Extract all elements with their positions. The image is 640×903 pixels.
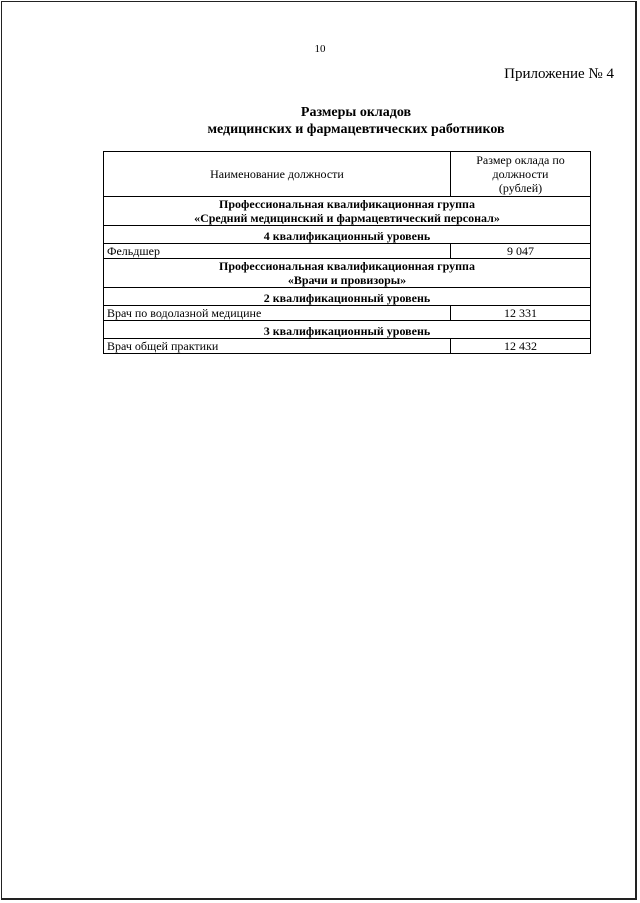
salary-cell: 12 432 [451,339,591,354]
group-heading-line-2: «Средний медицинский и фармацевтический персонал» [194,211,500,225]
group-heading-row [104,197,591,226]
header-salary-line-2: должности [492,167,549,181]
table-row [104,244,591,259]
salary-cell: 12 331 [451,306,591,321]
group-heading [104,197,591,226]
table-header-row [104,152,591,197]
group-heading-line-1: Профессиональная квалификационная группа [219,259,475,273]
document-title [0,104,640,138]
header-salary-line-1: Размер оклада по [476,153,565,167]
level-heading: 3 квалификационный уровень [104,321,591,339]
header-salary [451,152,591,197]
level-heading-row [104,288,591,306]
header-position: Наименование должности [104,152,451,197]
header-salary-line-3: (рублей) [498,181,543,195]
level-heading-row [104,226,591,244]
salary-cell: 9 047 [451,244,591,259]
position-cell: Врач общей практики [104,339,451,354]
table-row [104,339,591,354]
document-title-line-2: медицинских и фармацевтических работников [207,122,505,137]
group-heading [104,259,591,288]
document-title-line-1: Размеры окладов [300,105,412,120]
page-number: 10 [314,43,326,55]
group-heading-line-2: «Врачи и провизоры» [287,273,407,287]
level-heading: 4 квалификационный уровень [104,226,591,244]
appendix-label: Приложение № 4 [504,66,614,82]
salary-table [103,151,591,354]
level-heading: 2 квалификационный уровень [104,288,591,306]
position-cell: Фельдшер [104,244,451,259]
table-row [104,306,591,321]
group-heading-line-1: Профессиональная квалификационная группа [219,197,475,211]
position-cell: Врач по водолазной медицине [104,306,451,321]
group-heading-row [104,259,591,288]
level-heading-row [104,321,591,339]
